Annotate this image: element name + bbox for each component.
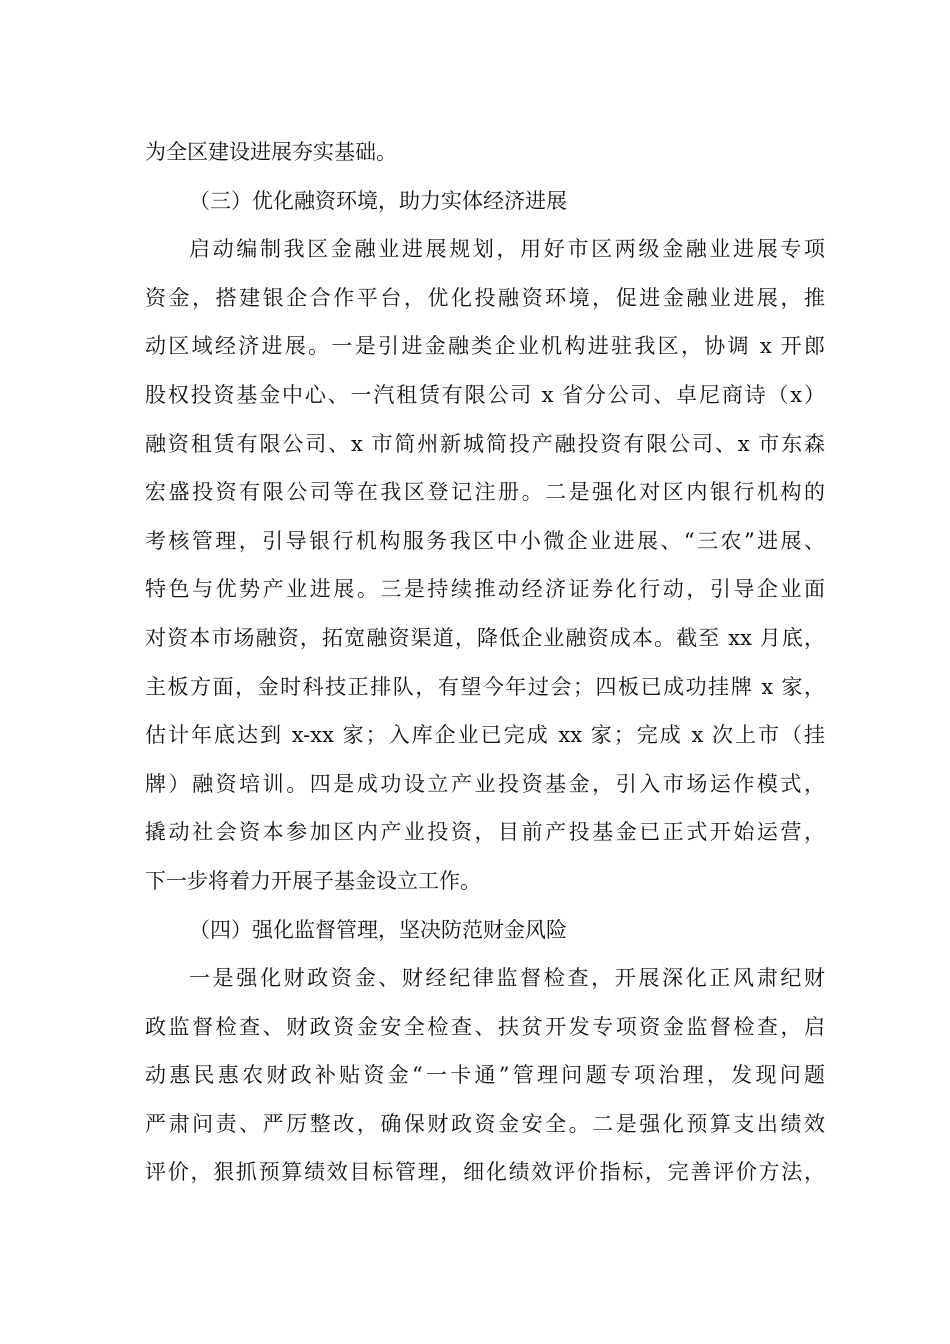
paragraph-line: 对资本市场融资，拓宽融资渠道，降低企业融资成本。截至 xx 月底，	[145, 625, 825, 650]
paragraph-line: 主板方面，金时科技正排队，有望今年过会；四板已成功挂牌 x 家，	[145, 674, 825, 699]
paragraph-line: 宏盛投资有限公司等在我区登记注册。二是强化对区内银行机构的	[145, 480, 825, 505]
paragraph-line: 考核管理，引导银行机构服务我区中小微企业进展、“三农”进展、	[145, 528, 825, 553]
section-heading: （四）强化监督管理，坚决防范财金风险	[189, 917, 567, 942]
paragraph-line: 融资租赁有限公司、x 市简州新城简投产融投资有限公司、x 市东森	[145, 431, 825, 456]
paragraph-line: 撬动社会资本参加区内产业投资，目前产投基金已正式开始运营，	[145, 820, 825, 845]
document-body	[145, 128, 825, 1197]
paragraph-line: 动惠民惠农财政补贴资金“一卡通”管理问题专项治理，发现问题	[145, 1063, 825, 1088]
paragraph-line: 为全区建设进展夯实基础。	[145, 140, 397, 164]
paragraph-line: 估计年底达到 x-xx 家；入库企业已完成 xx 家；完成 x 次上市（挂	[145, 723, 825, 748]
paragraph-line: 资金，搭建银企合作平台，优化投融资环境，促进金融业进展，推	[145, 285, 825, 310]
paragraph-line: 下一步将着力开展子基金设立工作。	[145, 868, 481, 893]
paragraph-line: 严肃问责、严厉整改，确保财政资金安全。二是强化预算支出绩效	[145, 1111, 825, 1136]
paragraph-line: 动区域经济进展。一是引进金融类企业机构进驻我区，协调 x 开郎	[145, 334, 825, 359]
section-heading: （三）优化融资环境，助力实体经济进展	[189, 188, 567, 213]
paragraph-line: 政监督检查、财政资金安全检查、扶贫开发专项资金监督检查，启	[145, 1014, 825, 1039]
paragraph-line: 启动编制我区金融业进展规划，用好市区两级金融业进展专项	[189, 237, 825, 262]
paragraph-line: 股权投资基金中心、一汽租赁有限公司 x 省分公司、卓尼商诗（x）	[145, 382, 825, 407]
paragraph-line: 牌）融资培训。四是成功设立产业投资基金，引入市场运作模式，	[145, 771, 825, 796]
paragraph-line: 特色与优势产业进展。三是持续推动经济证券化行动，引导企业面	[145, 577, 825, 602]
paragraph-line: 评价，狠抓预算绩效目标管理，细化绩效评价指标，完善评价方法，	[145, 1160, 825, 1185]
paragraph-line: 一是强化财政资金、财经纪律监督检查，开展深化正风肃纪财	[189, 966, 825, 991]
